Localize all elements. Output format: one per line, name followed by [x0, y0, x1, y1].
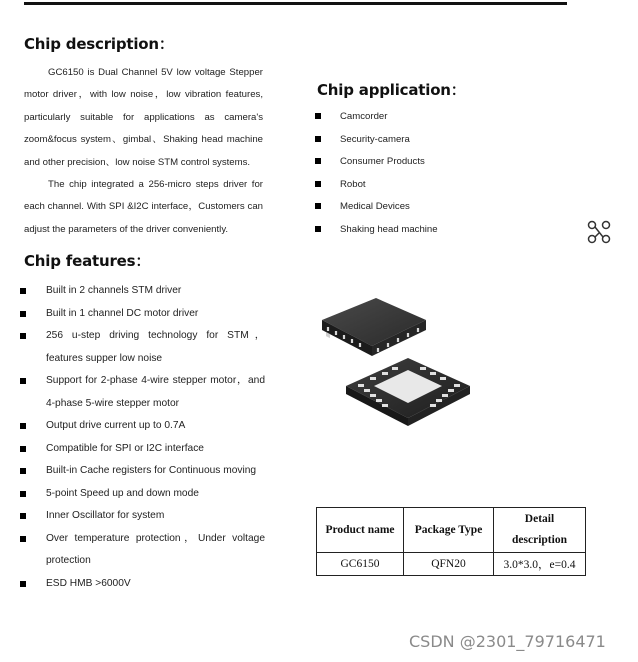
bullet-icon	[315, 226, 321, 232]
bullet-icon	[315, 203, 321, 209]
application-item: Consumer Products	[315, 151, 515, 174]
bullet-icon	[315, 158, 321, 164]
description-heading: Chip description：	[24, 35, 174, 53]
application-item: Security-camera	[315, 129, 515, 152]
bullet-icon	[20, 491, 26, 497]
watermark: CSDN @2301_79716471	[409, 632, 606, 651]
header-product-name: Product name	[317, 508, 404, 553]
bullet-icon	[20, 333, 26, 339]
feature-item: Inner Oscillator for system	[20, 505, 265, 528]
application-heading: Chip application：	[317, 81, 466, 99]
bullet-icon	[315, 136, 321, 142]
feature-item: 256 u-step driving technology for STM，features supper low noise	[20, 325, 265, 370]
spec-table	[316, 507, 586, 576]
cell-detail-description: 3.0*3.0，e=0.4	[494, 553, 586, 576]
bullet-icon	[20, 423, 26, 429]
feature-item: Over temperature protection，Under voltage protection	[20, 528, 265, 573]
feature-item: Built in 2 channels STM driver	[20, 280, 265, 303]
header-package-type: Package Type	[404, 508, 494, 553]
description-text	[24, 62, 263, 241]
share-icon[interactable]	[586, 220, 612, 244]
application-list	[315, 106, 515, 241]
features-heading: Chip features：	[24, 252, 151, 270]
application-item: Shaking head machine	[315, 219, 515, 242]
feature-item: Built in 1 channel DC motor driver	[20, 303, 265, 326]
table-row	[317, 553, 586, 576]
bullet-icon	[20, 446, 26, 452]
header-detail-description: Detail description	[494, 508, 586, 553]
application-item: Medical Devices	[315, 196, 515, 219]
feature-item: 5-point Speed up and down mode	[20, 483, 265, 506]
table-header-row	[317, 508, 586, 553]
bullet-icon	[20, 536, 26, 542]
bullet-icon	[315, 113, 321, 119]
cell-package-type: QFN20	[404, 553, 494, 576]
description-paragraph-2: The chip integrated a 256-micro steps driver for each channel. With SPI &I2C interface，Customers can adjust the parameters of the driver conveniently.	[24, 179, 263, 235]
feature-item: Support for 2-phase 4-wire stepper motor，and 4-phase 5-wire stepper motor	[20, 370, 265, 415]
feature-item: Output drive current up to 0.7A	[20, 415, 265, 438]
feature-item: ESD HMB >6000V	[20, 573, 265, 596]
cell-product-name: GC6150	[317, 553, 404, 576]
bullet-icon	[20, 513, 26, 519]
bullet-icon	[20, 378, 26, 384]
feature-item: Built-in Cache registers for Continuous moving	[20, 460, 265, 483]
chip-back-top	[322, 298, 426, 346]
bullet-icon	[315, 181, 321, 187]
bullet-icon	[20, 468, 26, 474]
features-list	[20, 280, 265, 595]
application-item: Camcorder	[315, 106, 515, 129]
bullet-icon	[20, 581, 26, 587]
application-item: Robot	[315, 174, 515, 197]
top-rule	[24, 2, 567, 5]
qfn-chip-image	[312, 290, 480, 440]
bullet-icon	[20, 288, 26, 294]
description-paragraph-1: GC6150 is Dual Channel 5V low voltage Stepper motor driver，with low noise，low vibration features, particularly suitable for applications as camera's zoom&focus system、gimbal、Shaking head machine and other precision、low noise STM control systems.	[24, 67, 263, 168]
bullet-icon	[20, 311, 26, 317]
feature-item: Compatible for SPI or I2C interface	[20, 438, 265, 461]
